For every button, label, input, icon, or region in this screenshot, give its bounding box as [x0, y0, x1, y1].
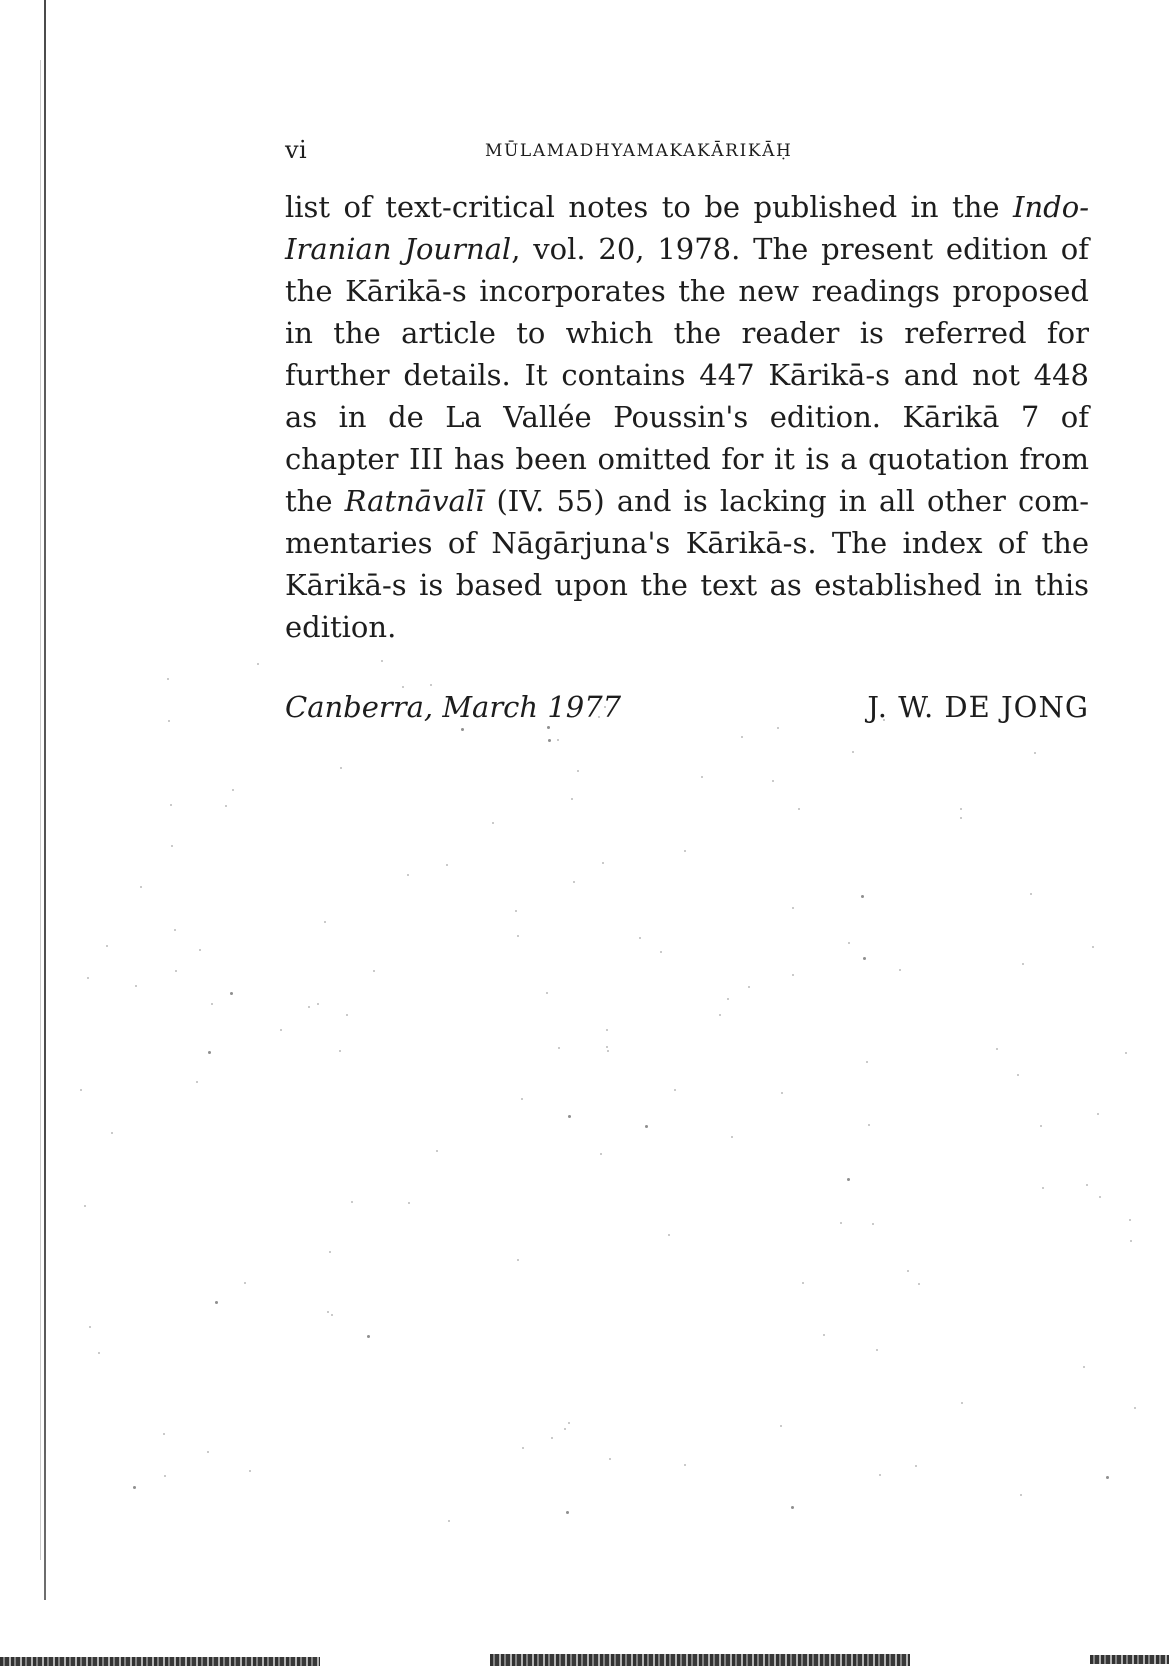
scan-speck	[170, 804, 172, 806]
scan-speck	[731, 1136, 733, 1138]
scan-speck	[517, 935, 519, 937]
scan-speck	[701, 776, 703, 778]
scan-speck	[280, 1029, 282, 1031]
scan-speck	[340, 767, 342, 769]
scan-speck	[308, 1006, 310, 1008]
scan-speck	[564, 1428, 566, 1430]
scan-speck	[852, 751, 854, 753]
scan-speck	[961, 1402, 963, 1404]
scan-speck	[215, 1301, 218, 1304]
scan-speck	[607, 1050, 609, 1052]
scan-speck	[84, 1205, 86, 1207]
scan-speck	[727, 998, 729, 1000]
text-line: list of text-critical notes to be published in the Indo-	[285, 190, 1089, 224]
scan-speck	[684, 850, 686, 852]
scan-speck	[546, 992, 548, 994]
scan-speck	[381, 660, 383, 662]
author-name: J. W. DE JONG	[867, 690, 1089, 724]
scan-speck	[866, 1061, 868, 1063]
scan-speck	[196, 1081, 198, 1083]
scan-speck	[1040, 1125, 1042, 1127]
scan-speck	[208, 1051, 211, 1054]
scan-speck	[89, 1326, 91, 1328]
scan-speck	[577, 770, 579, 772]
scan-speck	[791, 1506, 794, 1509]
scan-speck	[133, 1486, 136, 1489]
scan-speck	[1017, 1074, 1019, 1076]
scan-speck	[207, 1451, 209, 1453]
scan-speck	[798, 808, 800, 810]
scan-speck	[668, 1234, 670, 1236]
scan-speck	[339, 1050, 341, 1052]
scan-speck	[551, 1437, 553, 1439]
scan-speck	[660, 951, 662, 953]
text-line: Kārikā-s is based upon the text as established in this	[285, 568, 1089, 602]
scan-speck	[163, 1433, 165, 1435]
scan-speck	[80, 1089, 82, 1091]
scan-speck	[164, 1475, 166, 1477]
scan-speck	[571, 798, 573, 800]
scan-speck	[1099, 1196, 1101, 1198]
scan-speck	[515, 910, 517, 912]
text-line: as in de La Vallée Poussin's edition. Kārikā 7 of	[285, 400, 1089, 434]
scan-speck	[175, 970, 177, 972]
scan-speck	[558, 1047, 560, 1049]
scan-speck	[879, 1474, 881, 1476]
scan-speck	[606, 1046, 608, 1048]
scan-speck	[408, 1202, 410, 1204]
scan-speck	[566, 1511, 569, 1514]
text-line: edition.	[285, 610, 397, 644]
text-line: chapter III has been omitted for it is a quotation from	[285, 442, 1089, 476]
scan-speck	[847, 1178, 850, 1181]
text-line: further details. It contains 447 Kārikā-s and not 448	[285, 358, 1089, 392]
scan-speck	[430, 684, 432, 686]
scan-speck	[367, 1335, 370, 1338]
scan-speck	[899, 969, 901, 971]
text-line: Iranian Journal, vol. 20, 1978. The present edition of	[285, 232, 1089, 266]
scan-speck	[225, 805, 227, 807]
scan-speck	[1097, 1113, 1099, 1115]
scan-speck	[674, 1089, 676, 1091]
text-line: the Ratnāvalī (IV. 55) and is lacking in all other com-	[285, 484, 1089, 518]
scan-speck	[907, 1270, 909, 1272]
scan-speck	[329, 1251, 331, 1253]
scan-speck	[840, 1222, 842, 1224]
scan-speck	[373, 970, 375, 972]
scan-speck	[448, 1520, 450, 1522]
scan-speck	[748, 986, 750, 988]
text-line: in the article to which the reader is referred for	[285, 316, 1089, 350]
scan-speck	[996, 1048, 998, 1050]
scan-speck	[1022, 963, 1024, 965]
scan-edge-left-faint	[40, 60, 41, 1560]
scan-speck	[402, 686, 404, 688]
scan-speck	[1083, 1366, 1085, 1368]
scan-speck	[568, 1115, 571, 1118]
scan-speck	[407, 874, 409, 876]
scan-speck	[517, 1259, 519, 1261]
scan-speck	[521, 1098, 523, 1100]
scan-speck	[249, 1470, 251, 1472]
scan-speck	[792, 974, 794, 976]
running-title: MŪLAMADHYAMAKAKĀRIKĀḤ	[485, 141, 793, 161]
scan-speck	[324, 921, 326, 923]
scan-speck	[446, 864, 448, 866]
scan-speck	[802, 1282, 804, 1284]
scan-speck	[684, 1464, 686, 1466]
scan-speck	[106, 945, 108, 947]
scan-speck	[331, 1314, 333, 1316]
scan-speck	[823, 1334, 825, 1336]
scan-speck	[522, 1447, 524, 1449]
scan-speck	[772, 780, 774, 782]
scan-speck	[167, 678, 169, 680]
scan-speck	[606, 1029, 608, 1031]
scan-speck	[1086, 1184, 1088, 1186]
scan-speck	[557, 739, 559, 741]
scan-speck	[211, 1003, 213, 1005]
scan-bar-bottom-right	[1090, 1655, 1169, 1664]
scan-speck	[915, 1465, 917, 1467]
scan-speck	[960, 817, 962, 819]
scan-bar-bottom-left	[0, 1657, 320, 1666]
scan-speck	[573, 881, 575, 883]
scan-speck	[868, 1124, 870, 1126]
scan-speck	[87, 977, 89, 979]
scan-speck	[232, 789, 234, 791]
scan-speck	[781, 1092, 783, 1094]
scan-edge-left	[44, 0, 46, 1600]
scan-speck	[1129, 1219, 1131, 1221]
scan-speck	[1034, 752, 1036, 754]
scan-speck	[1134, 1407, 1136, 1409]
scan-speck	[171, 845, 173, 847]
text-line: the Kārikā-s incorporates the new readings proposed	[285, 274, 1089, 308]
scan-speck	[111, 1132, 113, 1134]
scan-speck	[327, 1311, 329, 1313]
scan-speck	[792, 907, 794, 909]
scan-speck	[639, 937, 641, 939]
scan-speck	[568, 1422, 570, 1424]
scan-speck	[872, 1223, 874, 1225]
scan-speck	[548, 739, 551, 742]
scan-speck	[861, 895, 864, 898]
scan-speck	[1030, 893, 1032, 895]
scan-speck	[1042, 1187, 1044, 1189]
scan-speck	[741, 736, 743, 738]
scan-speck	[1125, 1052, 1127, 1054]
scan-speck	[600, 1153, 602, 1155]
scan-speck	[863, 957, 866, 960]
scan-speck	[876, 1349, 878, 1351]
scan-speck	[174, 929, 176, 931]
scan-speck	[1130, 1240, 1132, 1242]
scan-speck	[645, 1125, 648, 1128]
scan-speck	[140, 886, 142, 888]
scan-speck	[351, 1201, 353, 1203]
scan-bar-bottom-center	[490, 1654, 910, 1666]
scan-speck	[848, 942, 850, 944]
text-line: mentaries of Nāgārjuna's Kārikā-s. The index of the	[285, 526, 1089, 560]
scan-speck	[98, 1352, 100, 1354]
scan-speck	[257, 663, 259, 665]
scan-speck	[230, 992, 233, 995]
scan-speck	[609, 1458, 611, 1460]
scan-speck	[199, 949, 201, 951]
scan-speck	[168, 720, 170, 722]
scan-speck	[960, 808, 962, 810]
scan-speck	[1106, 1476, 1109, 1479]
place-date: Canberra, March 1977	[285, 690, 622, 724]
scan-speck	[719, 1014, 721, 1016]
signature-row	[285, 690, 1089, 730]
scan-speck	[780, 1425, 782, 1427]
scan-speck	[135, 985, 137, 987]
scan-speck	[244, 1282, 246, 1284]
scan-speck	[317, 1003, 319, 1005]
scan-speck	[1092, 946, 1094, 948]
scan-speck	[918, 1283, 920, 1285]
scan-speck	[602, 862, 604, 864]
running-head	[285, 136, 1090, 166]
scan-speck	[492, 822, 494, 824]
scan-speck	[346, 1014, 348, 1016]
scan-speck	[436, 1150, 438, 1152]
page-number: vi	[285, 136, 308, 164]
body-paragraph	[285, 186, 1089, 648]
scan-speck	[1020, 1494, 1022, 1496]
